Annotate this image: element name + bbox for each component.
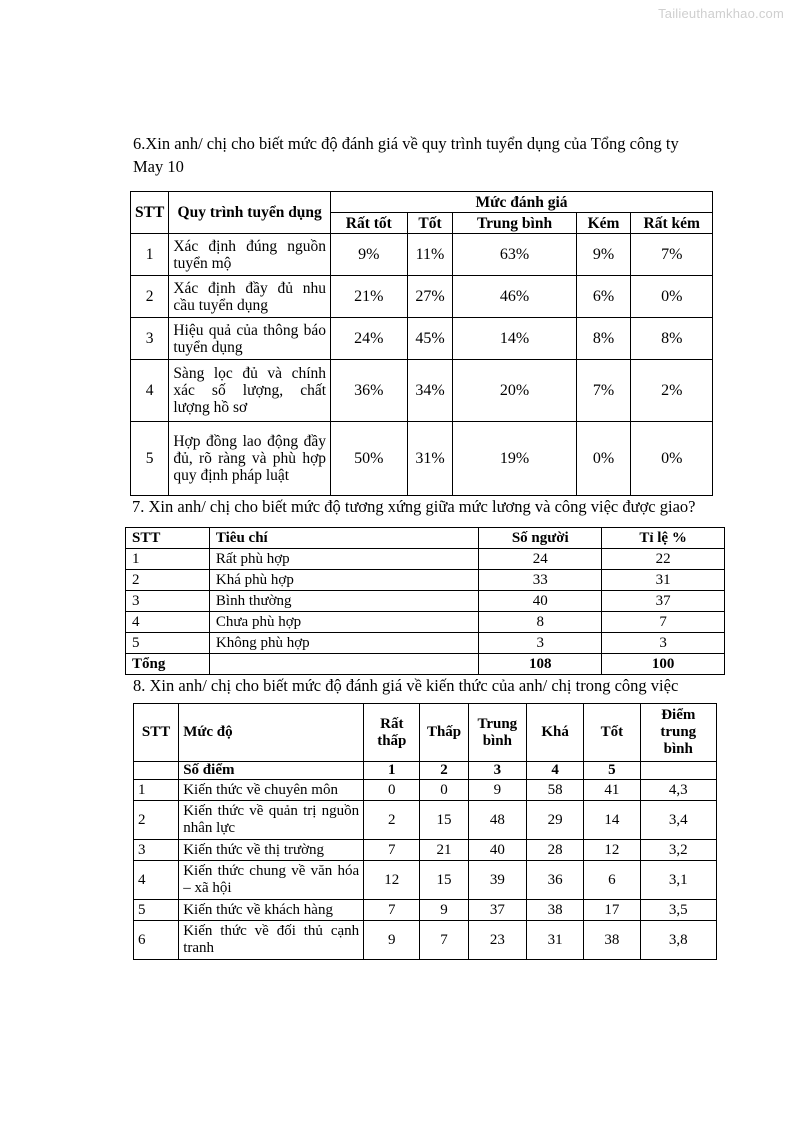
value-cell: 9 [420, 900, 468, 921]
knowledge-cell: Kiến thức về thị trường [179, 840, 364, 861]
value-cell: 21 [420, 840, 468, 861]
total-count: 108 [479, 654, 602, 675]
value-cell: 9 [468, 780, 526, 801]
value-cell: 0% [576, 422, 631, 496]
table-row [131, 276, 713, 318]
ratio-cell: 3 [602, 633, 725, 654]
stt-cell: 2 [126, 570, 210, 591]
total-empty-cell [209, 654, 478, 675]
knowledge-level-table [133, 703, 717, 960]
value-cell: 38 [526, 900, 583, 921]
total-ratio: 100 [602, 654, 725, 675]
score-empty-cell [134, 762, 179, 780]
recruitment-process-table [130, 191, 713, 496]
header-stt: STT [131, 192, 169, 234]
score-empty-cell [640, 762, 716, 780]
value-cell: 12 [364, 861, 420, 900]
value-cell: 14% [453, 318, 576, 360]
value-cell: 41 [584, 780, 640, 801]
header-level: Rất kém [631, 213, 713, 234]
table-row [131, 318, 713, 360]
process-cell: Hiệu quả của thông báo tuyển dụng [169, 318, 331, 360]
process-cell: Sàng lọc đủ và chính xác số lượng, chất lượng hồ sơ [169, 360, 331, 422]
criteria-cell: Rất phù hợp [209, 549, 478, 570]
value-cell: 0% [631, 422, 713, 496]
ratio-cell: 37 [602, 591, 725, 612]
table-row [126, 591, 725, 612]
stt-cell: 5 [131, 422, 169, 496]
value-cell: 34% [407, 360, 453, 422]
table-row [126, 633, 725, 654]
value-cell: 36 [526, 861, 583, 900]
score-cell: 1 [364, 762, 420, 780]
ratio-cell: 7 [602, 612, 725, 633]
avg-cell: 3,1 [640, 861, 716, 900]
value-cell: 21% [331, 276, 408, 318]
value-cell: 23 [468, 921, 526, 960]
header-level: Trung bình [453, 213, 576, 234]
question-8-title: 8. Xin anh/ chị cho biết mức độ đánh giá về kiến thức của anh/ chị trong công việc [133, 676, 679, 695]
value-cell: 15 [420, 801, 468, 840]
score-cell: 5 [584, 762, 640, 780]
table-row [134, 840, 717, 861]
process-cell: Xác định đầy đủ nhu cầu tuyển dụng [169, 276, 331, 318]
value-cell: 6% [576, 276, 631, 318]
value-cell: 28 [526, 840, 583, 861]
score-label: Số điểm [179, 762, 364, 780]
value-cell: 7% [631, 234, 713, 276]
value-cell: 36% [331, 360, 408, 422]
value-cell: 48 [468, 801, 526, 840]
count-cell: 8 [479, 612, 602, 633]
value-cell: 11% [407, 234, 453, 276]
header-rating-group: Mức đánh giá [331, 192, 713, 213]
stt-cell: 3 [131, 318, 169, 360]
value-cell: 20% [453, 360, 576, 422]
avg-cell: 3,8 [640, 921, 716, 960]
question-6-title-line2: May 10 [133, 157, 184, 176]
value-cell: 24% [331, 318, 408, 360]
value-cell: 9 [364, 921, 420, 960]
header-stt: STT [134, 704, 179, 762]
question-7-title: 7. Xin anh/ chị cho biết mức độ tương xứng giữa mức lương và công việc được giao? [132, 497, 696, 516]
stt-cell: 1 [131, 234, 169, 276]
table-row [134, 921, 717, 960]
ratio-cell: 31 [602, 570, 725, 591]
avg-cell: 3,5 [640, 900, 716, 921]
value-cell: 2 [364, 801, 420, 840]
table-row [131, 422, 713, 496]
value-cell: 14 [584, 801, 640, 840]
stt-cell: 3 [134, 840, 179, 861]
value-cell: 27% [407, 276, 453, 318]
score-cell: 3 [468, 762, 526, 780]
header-ratio: Tỉ lệ % [602, 528, 725, 549]
value-cell: 0% [631, 276, 713, 318]
question-6-title [133, 132, 733, 178]
value-cell: 6 [584, 861, 640, 900]
criteria-cell: Không phù hợp [209, 633, 478, 654]
question-6-title-line1: 6.Xin anh/ chị cho biết mức độ đánh giá về quy trình tuyển dụng của Tổng công ty [133, 134, 679, 153]
stt-cell: 5 [134, 900, 179, 921]
count-cell: 40 [479, 591, 602, 612]
table-row [126, 549, 725, 570]
value-cell: 2% [631, 360, 713, 422]
header-low: Thấp [420, 704, 468, 762]
value-cell: 7 [364, 840, 420, 861]
count-cell: 33 [479, 570, 602, 591]
criteria-cell: Khá phù hợp [209, 570, 478, 591]
header-level: Kém [576, 213, 631, 234]
value-cell: 40 [468, 840, 526, 861]
value-cell: 15 [420, 861, 468, 900]
stt-cell: 1 [126, 549, 210, 570]
score-row [134, 762, 717, 780]
table-row [131, 360, 713, 422]
count-cell: 3 [479, 633, 602, 654]
knowledge-cell: Kiến thức về quản trị nguồn nhân lực [179, 801, 364, 840]
process-cell: Xác định đúng nguồn tuyển mộ [169, 234, 331, 276]
salary-fit-table [125, 527, 725, 675]
value-cell: 17 [584, 900, 640, 921]
knowledge-cell: Kiến thức về chuyên môn [179, 780, 364, 801]
header-good: Tốt [584, 704, 640, 762]
total-label: Tổng [126, 654, 210, 675]
value-cell: 58 [526, 780, 583, 801]
table-row [126, 612, 725, 633]
knowledge-cell: Kiến thức chung về văn hóa – xã hội [179, 861, 364, 900]
table-row [134, 861, 717, 900]
value-cell: 19% [453, 422, 576, 496]
stt-cell: 4 [131, 360, 169, 422]
header-very-low: Rất thấp [364, 704, 420, 762]
table-row [134, 780, 717, 801]
stt-cell: 5 [126, 633, 210, 654]
total-row [126, 654, 725, 675]
header-level: Rất tốt [331, 213, 408, 234]
header-fair: Khá [526, 704, 583, 762]
table-row [131, 234, 713, 276]
value-cell: 37 [468, 900, 526, 921]
value-cell: 9% [331, 234, 408, 276]
value-cell: 7% [576, 360, 631, 422]
value-cell: 38 [584, 921, 640, 960]
count-cell: 24 [479, 549, 602, 570]
table-row [134, 900, 717, 921]
ratio-cell: 22 [602, 549, 725, 570]
value-cell: 7 [420, 921, 468, 960]
value-cell: 0 [364, 780, 420, 801]
value-cell: 39 [468, 861, 526, 900]
stt-cell: 6 [134, 921, 179, 960]
knowledge-cell: Kiến thức về khách hàng [179, 900, 364, 921]
table-row [134, 801, 717, 840]
value-cell: 8% [576, 318, 631, 360]
score-cell: 4 [526, 762, 583, 780]
process-cell: Hợp đồng lao động đầy đủ, rõ ràng và phù hợp quy định pháp luật [169, 422, 331, 496]
stt-cell: 4 [126, 612, 210, 633]
avg-cell: 3,4 [640, 801, 716, 840]
value-cell: 46% [453, 276, 576, 318]
stt-cell: 2 [134, 801, 179, 840]
value-cell: 50% [331, 422, 408, 496]
value-cell: 7 [364, 900, 420, 921]
criteria-cell: Bình thường [209, 591, 478, 612]
header-avg-score: Điểm trung bình [640, 704, 716, 762]
criteria-cell: Chưa phù hợp [209, 612, 478, 633]
value-cell: 9% [576, 234, 631, 276]
header-stt: STT [126, 528, 210, 549]
header-criteria: Tiêu chí [209, 528, 478, 549]
value-cell: 31% [407, 422, 453, 496]
table-row [126, 570, 725, 591]
stt-cell: 2 [131, 276, 169, 318]
knowledge-cell: Kiến thức về đối thủ cạnh tranh [179, 921, 364, 960]
stt-cell: 4 [134, 861, 179, 900]
value-cell: 63% [453, 234, 576, 276]
stt-cell: 3 [126, 591, 210, 612]
value-cell: 12 [584, 840, 640, 861]
value-cell: 0 [420, 780, 468, 801]
header-process: Quy trình tuyển dụng [169, 192, 331, 234]
avg-cell: 3,2 [640, 840, 716, 861]
avg-cell: 4,3 [640, 780, 716, 801]
watermark: Tailieuthamkhao.com [658, 6, 784, 21]
value-cell: 8% [631, 318, 713, 360]
header-level: Mức độ [179, 704, 364, 762]
header-count: Số người [479, 528, 602, 549]
value-cell: 45% [407, 318, 453, 360]
header-average: Trung bình [468, 704, 526, 762]
stt-cell: 1 [134, 780, 179, 801]
score-cell: 2 [420, 762, 468, 780]
header-level: Tốt [407, 213, 453, 234]
value-cell: 31 [526, 921, 583, 960]
value-cell: 29 [526, 801, 583, 840]
